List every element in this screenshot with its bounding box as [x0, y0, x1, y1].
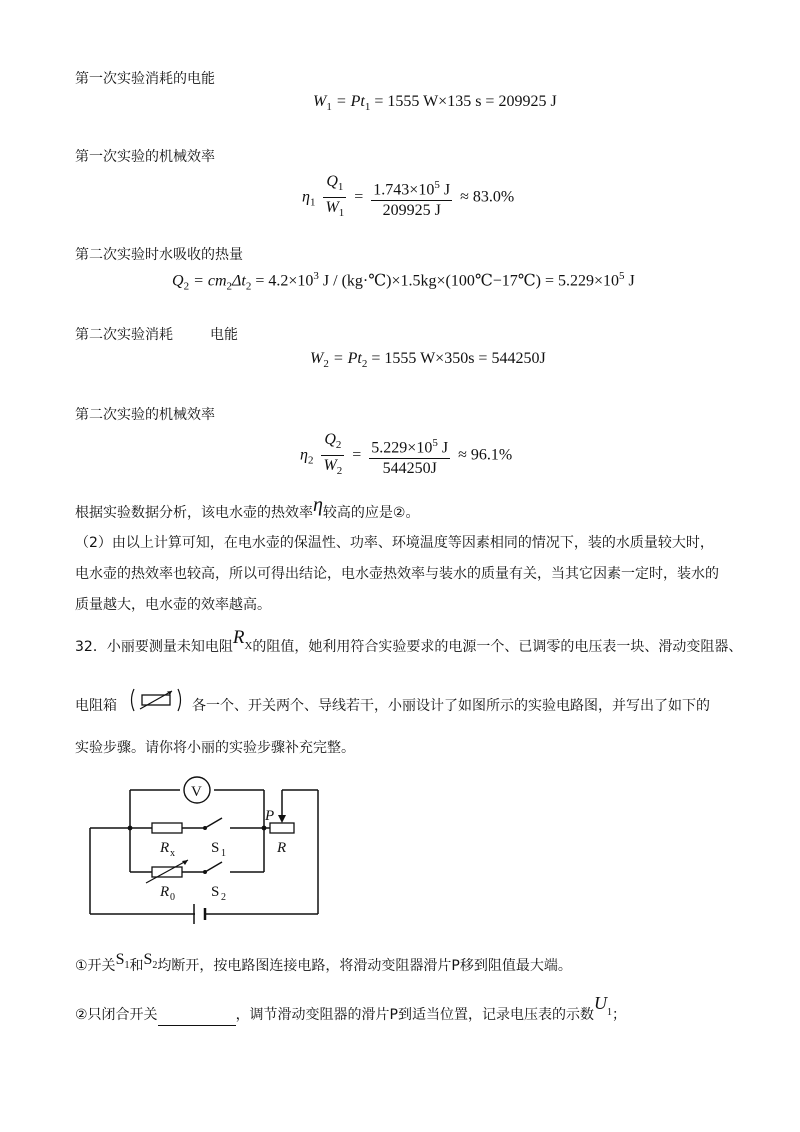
resistance-box-icon [128, 683, 184, 717]
question-32-line-2b: 各一个、开关两个、导线若干，小丽设计了如图所示的实验电路图，并写出了如下的 [192, 698, 710, 714]
step-2: ②只闭合开关 ，调节滑动变阻器的滑片P到适当位置，记录电压表的示数$U_1$； [75, 1003, 626, 1026]
question-32-line-3: 实验步骤。请你将小丽的实验步骤补充完整。 [75, 740, 355, 756]
s2-label: S [211, 884, 220, 900]
text-line-1: 第一次实验消耗的电能 [75, 71, 215, 87]
text-line-8: 电水壶的热效率也较高，所以可得出结论，电水壶热效率与装水的质量有关，当其它因素一定时，装水的 [75, 566, 719, 582]
s2-sub-label: 2 [221, 892, 226, 903]
question-32-line-1: 32．小丽要测量未知电阻$R_X$的阻值，她利用符合实验要求的电源一个、已调零的电压表一块、滑动变阻器、 [75, 627, 743, 655]
equation-eta1: $\eta_1$ $\frac{Q_1}{W_1}$ = $\frac{1.743\times 10^5 J}{209925 J}$ ≈ 83.0% [302, 173, 515, 220]
equation-q2: $Q_2 = cm_2\Delta t_2 = 4.2\times 10^3$ J / (kg·℃)×1.5kg×(100℃−17℃) = $5.229\times 10^5$ J [172, 270, 635, 293]
rheostat-label: R [277, 840, 287, 856]
equation-w1: $W_1 = Pt_1 = 1555$ W×135 s = 209925 J [313, 93, 557, 114]
text-line-2: 第一次实验的机械效率 [75, 149, 215, 165]
voltmeter-label: V [191, 784, 202, 800]
text-line-7: （2）由以上计算可知，在电水壶的保温性、功率、环境温度等因素相同的情况下，装的水质量较大时， [75, 535, 714, 551]
answer-blank[interactable] [158, 1011, 236, 1026]
text-line-6: 根据实验数据分析，该电水壶的热效率η较高的应是②。 [75, 494, 420, 521]
equation-w2: $W_2 = Pt_2 = 1555$ W×350s = 544250J [310, 350, 546, 371]
r0-label: R [160, 884, 170, 900]
text-line-5: 第二次实验的机械效率 [75, 407, 215, 423]
s1-label: S [211, 840, 220, 856]
text-line-3: 第二次实验时水吸收的热量 [75, 247, 243, 263]
question-32-line-2a: 电阻箱 [75, 698, 117, 714]
r0-sub-label: 0 [170, 892, 175, 903]
s1-sub-label: 1 [221, 848, 226, 859]
equation-eta2: $\eta_2$ $\frac{Q_2}{W_2}$ = $\frac{5.229\times 10^5 J}{544250J}$ ≈ 96.1% [300, 431, 513, 478]
circuit-diagram [80, 768, 340, 928]
rx-sub-label: x [170, 848, 175, 859]
slider-label: P [265, 808, 275, 824]
text-line-9: 质量越大，电水壶的效率越高。 [75, 597, 271, 613]
text-line-4a: 第二次实验消耗 [75, 327, 173, 343]
step-1: ①开关$S_1$和$S_2$均断开，按电路图连接电路，将滑动变阻器滑片P移到阻值最大端。 [75, 951, 572, 974]
rx-label: R [160, 840, 170, 856]
text-line-4b: 电能 [210, 327, 238, 343]
